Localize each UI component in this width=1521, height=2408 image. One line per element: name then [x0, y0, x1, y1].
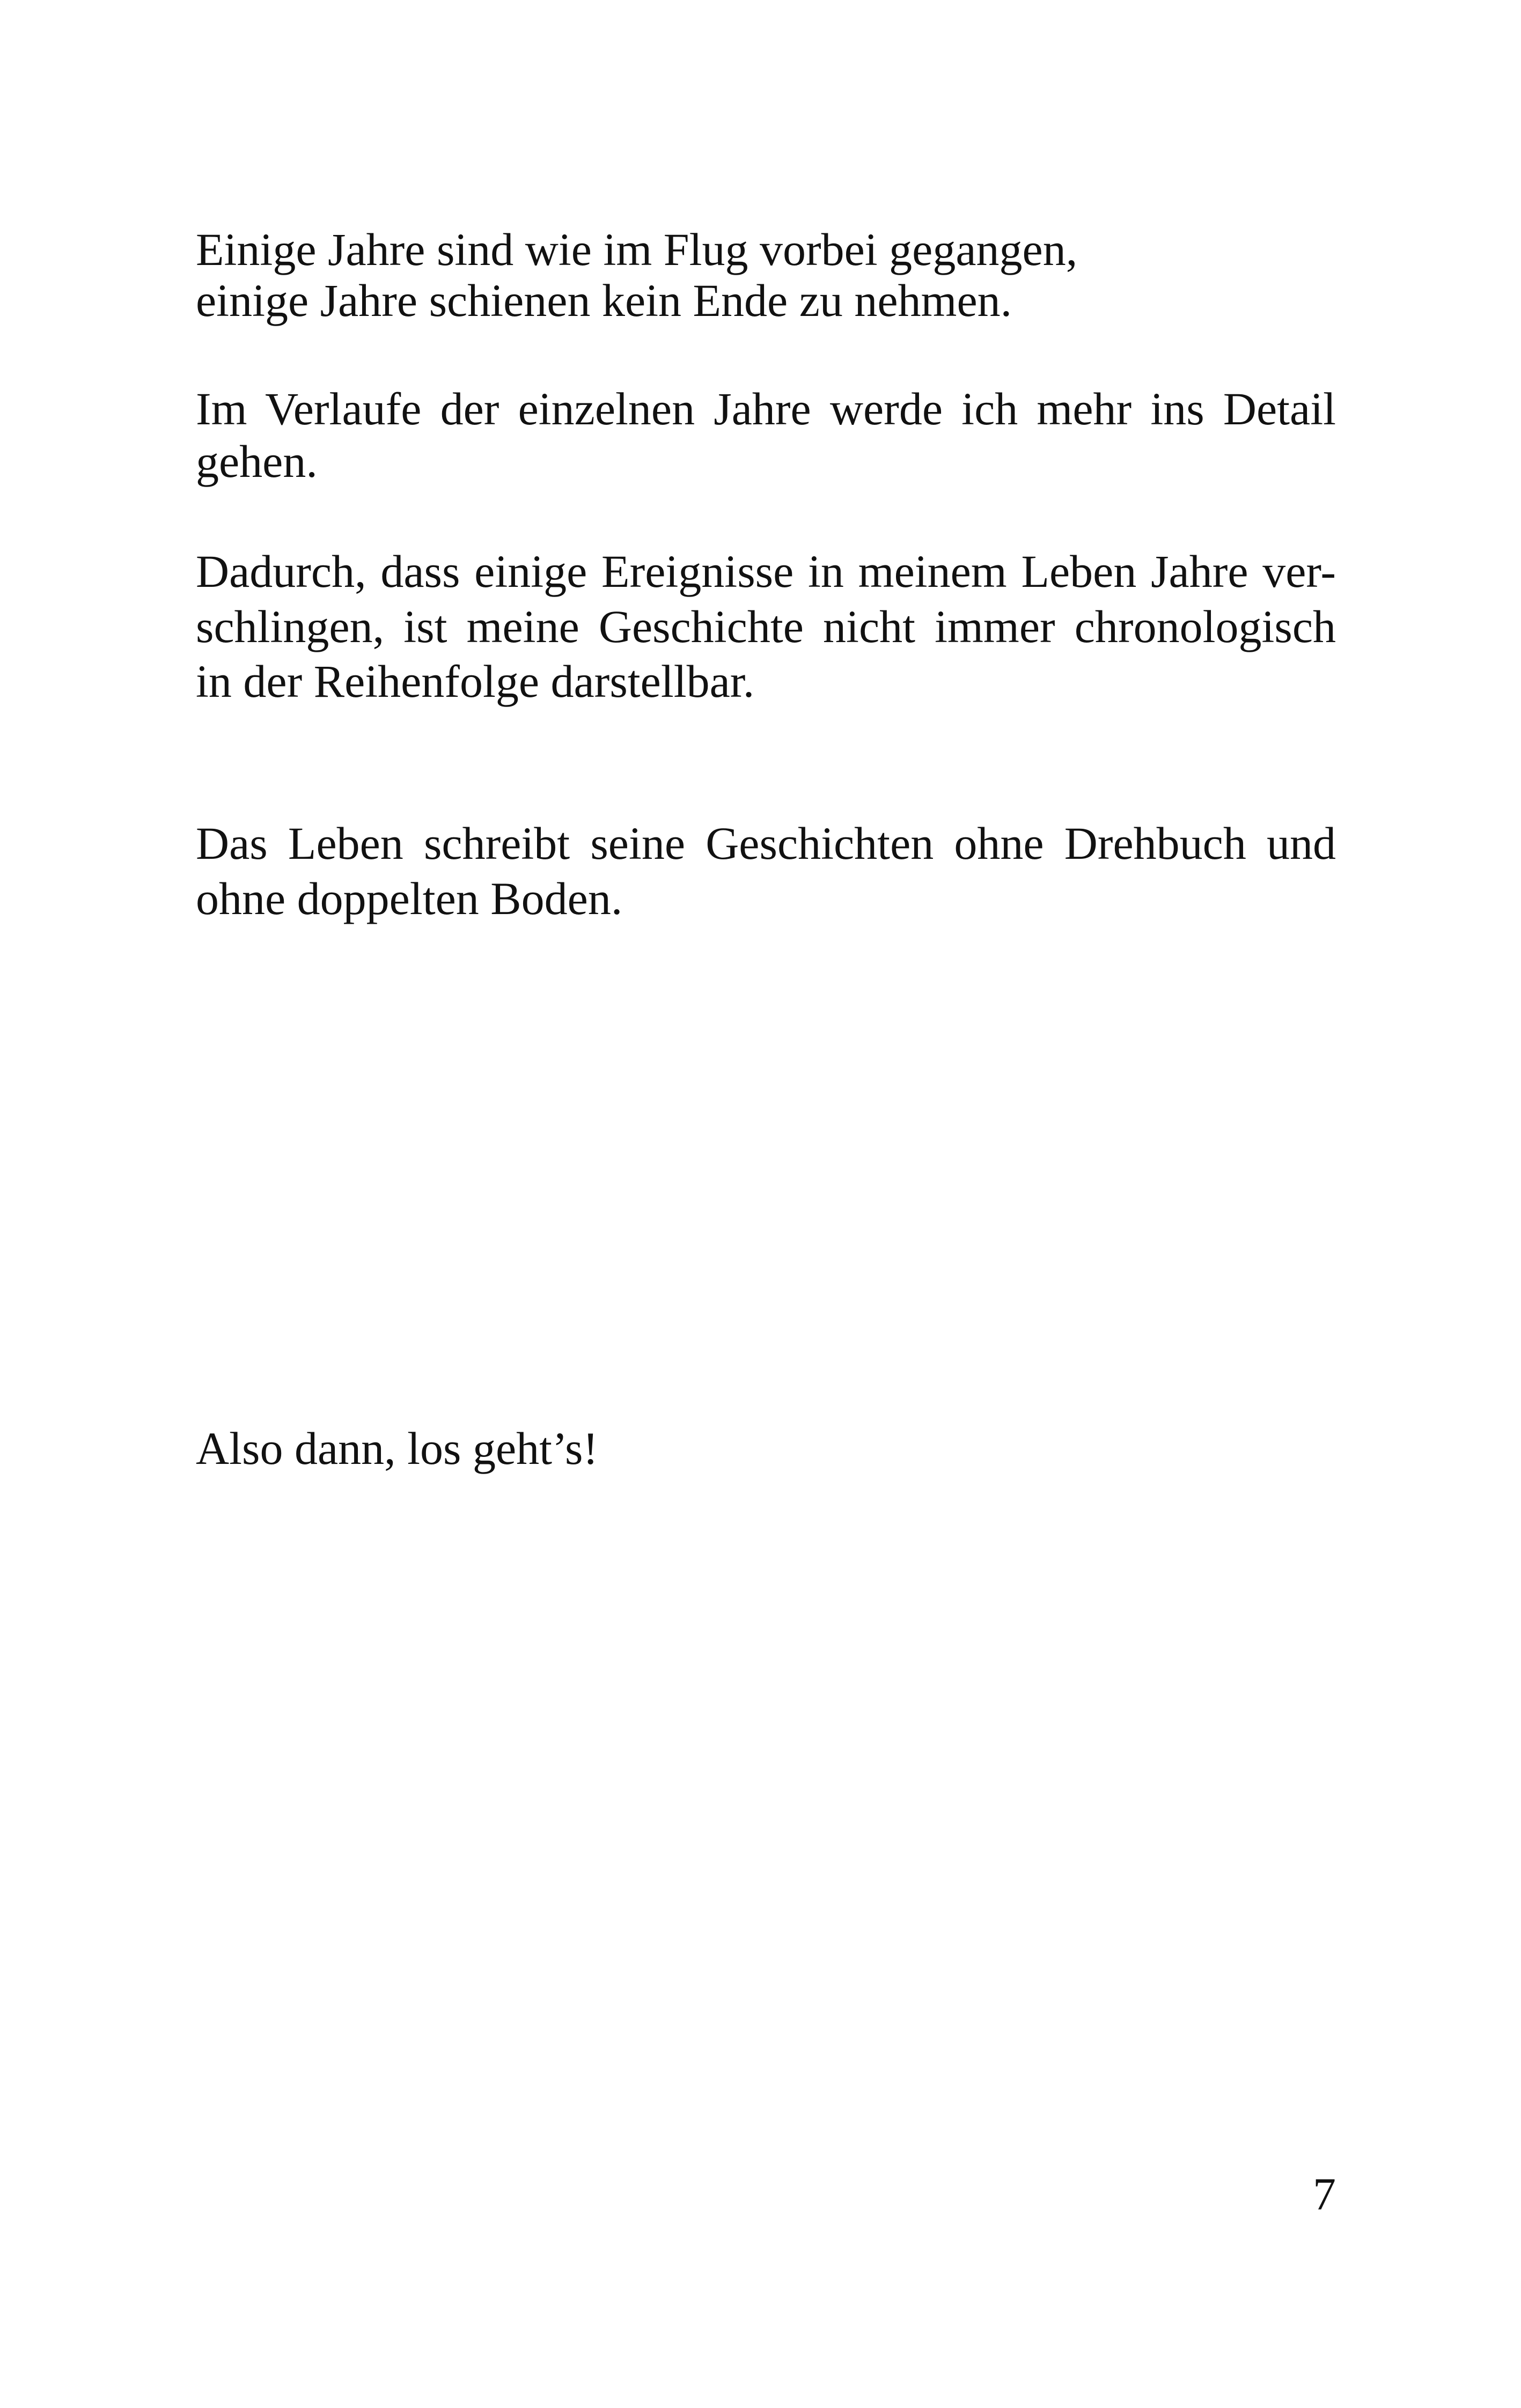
text-line: in der Reihenfolge darstellbar. — [196, 656, 755, 707]
text-line: Im Verlaufe der einzelnen Jahre werde ich mehr ins Detail — [196, 383, 1336, 435]
text-line: Also dann, los geht’s! — [196, 1423, 599, 1474]
text-line: ohne doppelten Boden. — [196, 873, 623, 924]
text-line: gehen. — [196, 436, 318, 487]
text-line: Einige Jahre sind wie im Flug vorbei gegangen, — [196, 224, 1078, 275]
text-line: Dadurch, dass einige Ereignisse in meinem Leben Jahre ver- — [196, 546, 1336, 597]
page-number: 7 — [1313, 2168, 1336, 2220]
text-line: einige Jahre schienen kein Ende zu nehmen. — [196, 275, 1012, 326]
text-line: Das Leben schreibt seine Geschichten ohne Drehbuch und — [196, 818, 1336, 869]
text-line: schlingen, ist meine Geschichte nicht immer chronologisch — [196, 601, 1336, 652]
